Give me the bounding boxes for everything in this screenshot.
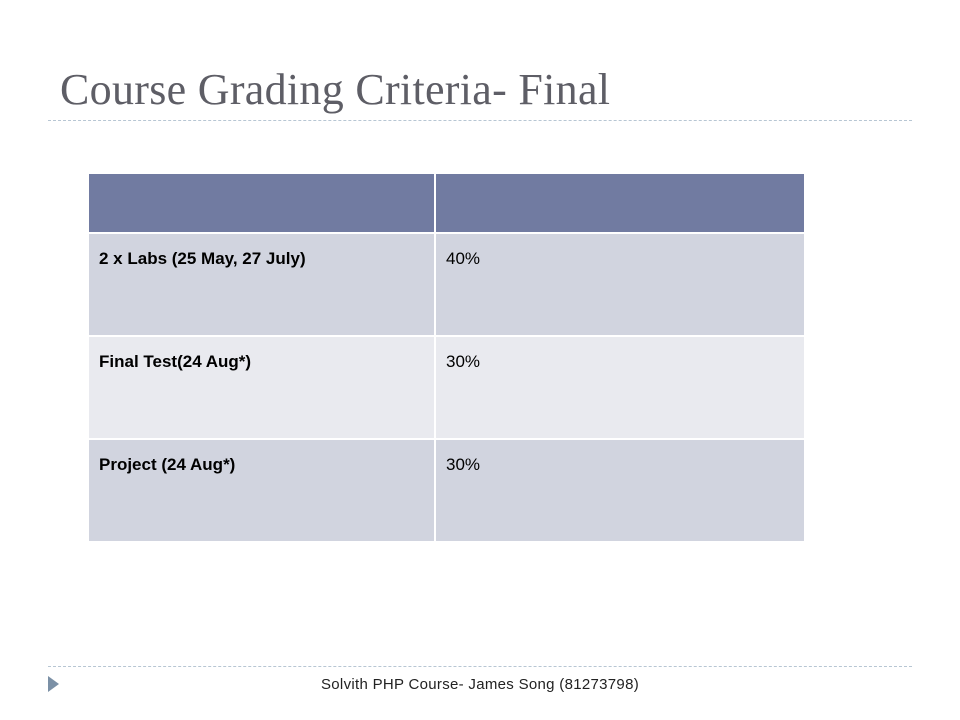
header-cell-item (88, 173, 435, 233)
table-header-row (88, 173, 805, 233)
grading-item-text: Project (24 Aug*) (99, 455, 236, 474)
slide-title: Course Grading Criteria- Final (60, 65, 611, 114)
grading-weight-cell (435, 336, 805, 439)
grading-weight-cell (435, 439, 805, 542)
grading-table (87, 172, 806, 543)
grading-weight-text: 30% (446, 455, 481, 474)
footer-text: Solvith PHP Course- James Song (81273798) (320, 676, 640, 693)
header-cell-weight (435, 173, 805, 233)
grading-item-cell (88, 336, 435, 439)
table-row (88, 233, 805, 336)
grading-weight-cell (435, 233, 805, 336)
footer-divider (48, 666, 912, 667)
grading-item-text: Final Test(24 Aug*) (99, 352, 252, 371)
grading-weight-text: 30% (446, 352, 481, 371)
grading-item-cell (88, 439, 435, 542)
title-divider (48, 120, 912, 121)
table-row (88, 336, 805, 439)
grading-weight-text: 40% (446, 249, 481, 268)
grading-item-text: 2 x Labs (25 May, 27 July) (99, 249, 306, 268)
table-row (88, 439, 805, 542)
grading-item-cell (88, 233, 435, 336)
